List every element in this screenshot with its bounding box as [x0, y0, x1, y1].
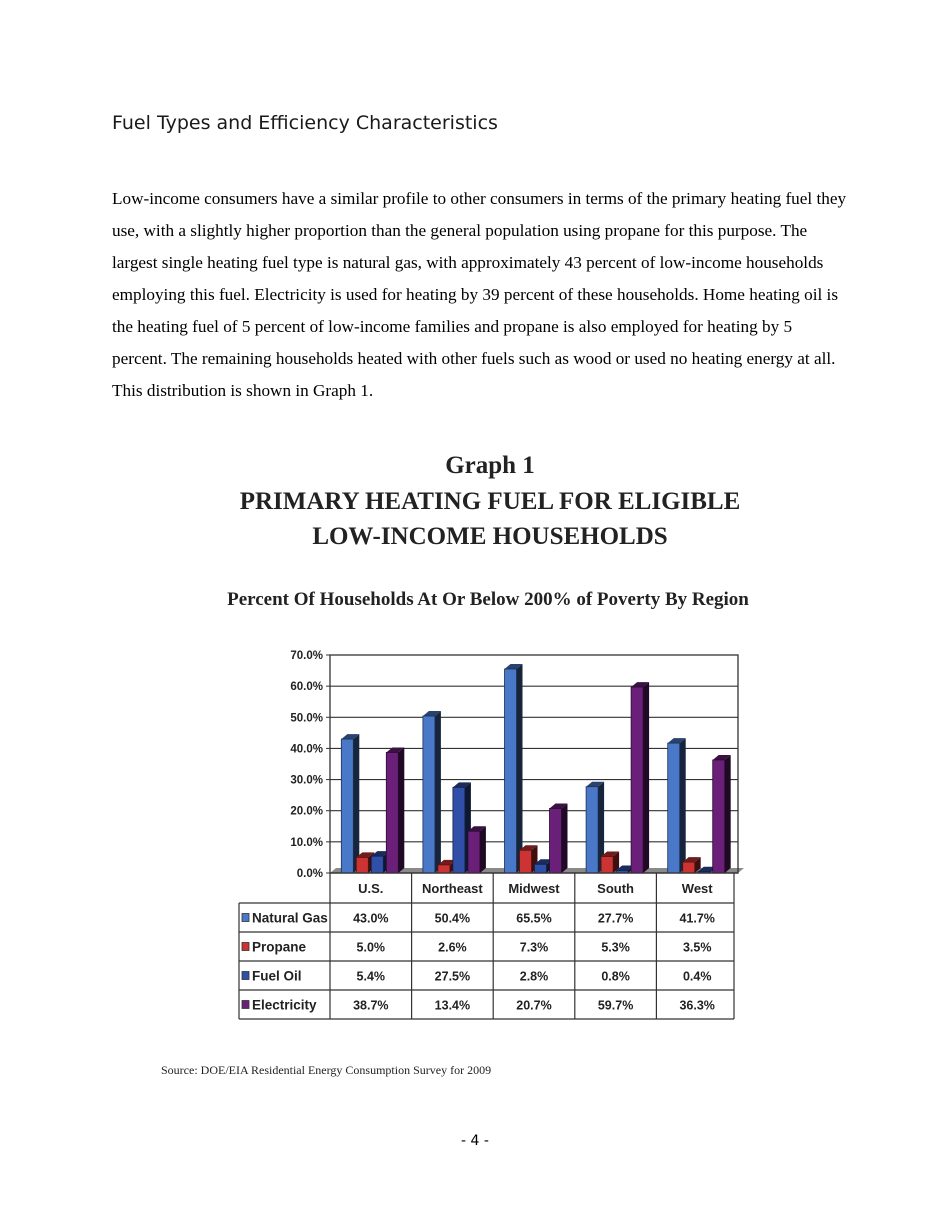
bar-natural-gas [423, 716, 435, 873]
data-value-label: 27.7% [597, 911, 634, 926]
legend-swatch [242, 914, 249, 922]
bar-electricity [631, 687, 643, 873]
y-tick-label: 20.0% [290, 805, 323, 818]
graph-title-line1: PRIMARY HEATING FUEL FOR ELIGIBLE [239, 488, 741, 515]
y-tick-label: 10.0% [290, 836, 323, 849]
data-value-label: 5.4% [356, 969, 386, 984]
bar-fuel-oil [371, 856, 383, 873]
bar-fuel-oil [453, 787, 465, 873]
legend-label: Propane [252, 939, 307, 955]
data-value-label: 0.4% [682, 969, 712, 984]
bar-natural-gas [505, 669, 517, 873]
data-value-label: 7.3% [519, 940, 549, 955]
legend-label: Natural Gas [252, 910, 328, 926]
bar-side [725, 755, 731, 873]
x-category-label: Northeast [422, 881, 483, 896]
legend-swatch [242, 1001, 249, 1009]
data-value-label: 20.7% [516, 998, 552, 1013]
y-tick-label: 30.0% [290, 774, 323, 787]
bar-propane [356, 857, 368, 873]
y-tick-label: 50.0% [290, 712, 323, 725]
bar-natural-gas [341, 739, 353, 873]
bar-electricity [468, 831, 480, 873]
bar-chart [0, 640, 950, 1030]
legend-label: Fuel Oil [252, 968, 302, 984]
data-value-label: 3.5% [682, 940, 712, 955]
legend-swatch [242, 972, 249, 980]
bar-side [480, 826, 486, 873]
data-value-label: 43.0% [353, 911, 389, 926]
graph-title-line2: LOW-INCOME HOUSEHOLDS [312, 523, 668, 550]
data-value-label: 5.0% [356, 940, 386, 955]
bar-natural-gas [668, 743, 680, 873]
graph-number: Graph 1 [445, 452, 535, 479]
y-tick-label: 70.0% [290, 650, 323, 662]
bar-side [643, 682, 649, 873]
bar-side [517, 664, 523, 873]
bar-propane [601, 856, 613, 873]
y-tick-label: 0.0% [296, 868, 323, 880]
data-value-label: 38.7% [353, 998, 389, 1013]
y-tick-label: 40.0% [290, 743, 323, 756]
bar-electricity [550, 809, 562, 873]
data-value-label: 2.6% [438, 940, 467, 955]
bar-natural-gas [586, 787, 598, 873]
chart-subtitle: Percent Of Households At Or Below 200% of Poverty By Region [227, 589, 749, 610]
body-paragraph: Low-income consumers have a similar profile to other consumers in terms of the primary heating fuel they use, with a slightly higher proportion than the general population using propane for this purpose. The largest single heating fuel type is natural gas, with approximately 43 percent of low-income households employing this fuel. Electricity is used for heating by 39 percent of these households. Home heating oil is the heating fuel of 5 percent of low-income families and propane is also employed for heating by 5 percent. The remaining households heated with other fuels such as wood or used no heating energy at all. This distribution is shown in Graph 1. [112, 189, 847, 400]
bar-side [353, 734, 359, 873]
bar-electricity [386, 752, 398, 873]
bar-side [435, 711, 441, 873]
y-tick-label: 60.0% [290, 681, 323, 694]
bar-side [562, 804, 568, 873]
data-value-label: 5.3% [601, 940, 630, 955]
data-value-label: 59.7% [597, 998, 634, 1013]
bar-electricity [713, 760, 725, 873]
x-category-label: Midwest [508, 881, 560, 896]
bar-propane [683, 862, 695, 873]
bar-side [398, 747, 404, 873]
bar-propane [438, 865, 450, 873]
data-value-label: 50.4% [434, 911, 471, 926]
section-heading: Fuel Types and Efficiency Characteristics [112, 112, 498, 134]
data-value-label: 0.8% [601, 969, 630, 984]
x-category-label: West [681, 881, 713, 896]
data-value-label: 13.4% [434, 998, 471, 1013]
legend-label: Electricity [252, 997, 317, 1013]
data-value-label: 27.5% [434, 969, 471, 984]
legend-swatch [242, 943, 249, 951]
data-value-label: 2.8% [519, 969, 549, 984]
x-category-label: South [597, 881, 635, 896]
bar-side [680, 738, 686, 873]
data-value-label: 36.3% [679, 998, 715, 1013]
data-value-label: 41.7% [679, 911, 715, 926]
page-number: - 4 - [461, 1133, 489, 1149]
bar-fuel-oil [535, 864, 547, 873]
x-category-label: U.S. [358, 881, 384, 896]
source-note: Source: DOE/EIA Residential Energy Consumption Survey for 2009 [161, 1063, 492, 1077]
data-value-label: 65.5% [516, 911, 552, 926]
bar-propane [520, 850, 532, 873]
